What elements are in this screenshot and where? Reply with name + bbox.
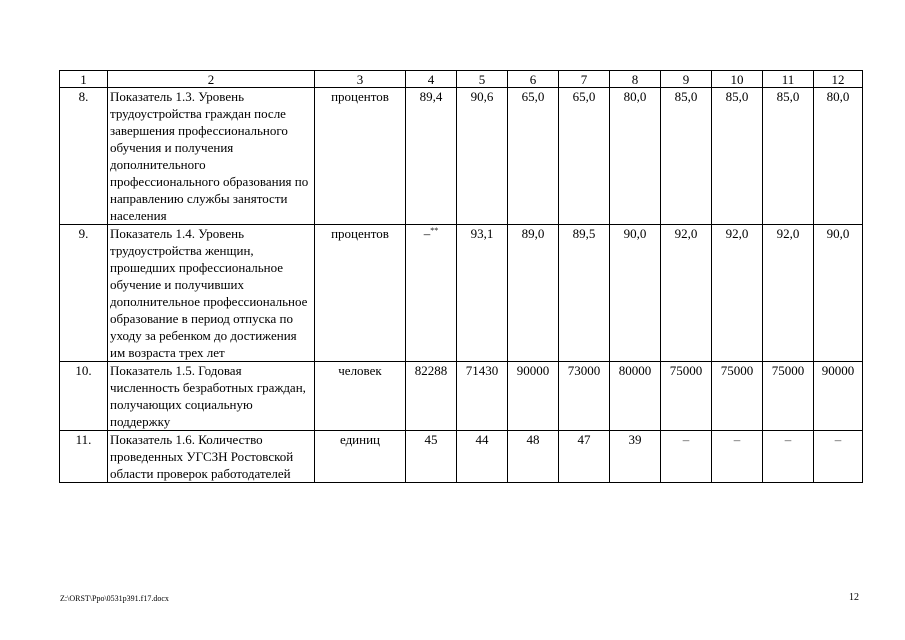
value-cell: 45	[406, 431, 457, 483]
row-number: 8.	[60, 88, 108, 225]
value-cell	[406, 225, 457, 362]
value-cell: 90,0	[814, 225, 863, 362]
indicator-name: Показатель 1.4. Уровень трудоустройства женщин, прошедших профессиональное обучение и получивших дополнительное профессиональное образование в период отпуска по уходу за ребенком до достижения им возраста трех лет	[108, 225, 315, 362]
header-cell: 9	[661, 71, 712, 88]
header-cell: 12	[814, 71, 863, 88]
header-cell: 8	[610, 71, 661, 88]
value-cell: –	[712, 431, 763, 483]
header-cell: 2	[108, 71, 315, 88]
footnote-mark: **	[430, 226, 439, 235]
value-cell: 89,5	[559, 225, 610, 362]
value-cell: 90000	[814, 362, 863, 431]
table-row	[60, 362, 863, 431]
value-cell: 80000	[610, 362, 661, 431]
value-cell: 39	[610, 431, 661, 483]
value-cell: 89,4	[406, 88, 457, 225]
value-cell: 80,0	[610, 88, 661, 225]
value-cell: 44	[457, 431, 508, 483]
value-cell: 90,6	[457, 88, 508, 225]
unit-cell: процентов	[315, 225, 406, 362]
value-cell: 92,0	[661, 225, 712, 362]
header-cell: 11	[763, 71, 814, 88]
value-cell: 75000	[763, 362, 814, 431]
value-text: –	[423, 226, 431, 241]
value-cell: 85,0	[661, 88, 712, 225]
header-cell: 10	[712, 71, 763, 88]
value-cell: 90000	[508, 362, 559, 431]
value-cell: –	[814, 431, 863, 483]
value-cell: 48	[508, 431, 559, 483]
value-cell: 75000	[712, 362, 763, 431]
value-cell: 89,0	[508, 225, 559, 362]
table-row	[60, 225, 863, 362]
indicator-name: Показатель 1.3. Уровень трудоустройства граждан после завершения профессионального обучения и получения дополнительного профессионального образования по направлению службы занятости населения	[108, 88, 315, 225]
value-cell: 65,0	[508, 88, 559, 225]
value-cell: 90,0	[610, 225, 661, 362]
indicators-table	[59, 70, 863, 483]
value-cell: 93,1	[457, 225, 508, 362]
header-cell: 4	[406, 71, 457, 88]
value-cell: 85,0	[712, 88, 763, 225]
value-cell: 75000	[661, 362, 712, 431]
value-cell: 92,0	[712, 225, 763, 362]
value-cell: 80,0	[814, 88, 863, 225]
indicator-name: Показатель 1.6. Количество проведенных УГСЗН Ростовской области проверок работодателей	[108, 431, 315, 483]
table-row	[60, 88, 863, 225]
value-cell: –	[763, 431, 814, 483]
value-cell: –	[661, 431, 712, 483]
unit-cell: человек	[315, 362, 406, 431]
value-cell: 73000	[559, 362, 610, 431]
table-row	[60, 431, 863, 483]
value-cell: 92,0	[763, 225, 814, 362]
header-cell: 5	[457, 71, 508, 88]
header-cell: 6	[508, 71, 559, 88]
value-cell: 47	[559, 431, 610, 483]
header-cell: 7	[559, 71, 610, 88]
indicator-name: Показатель 1.5. Годовая численность безработных граждан, получающих социальную поддержку	[108, 362, 315, 431]
unit-cell: единиц	[315, 431, 406, 483]
row-number: 10.	[60, 362, 108, 431]
value-cell: 71430	[457, 362, 508, 431]
value-cell: 82288	[406, 362, 457, 431]
unit-cell: процентов	[315, 88, 406, 225]
value-cell: 65,0	[559, 88, 610, 225]
page-number: 12	[849, 592, 859, 603]
row-number: 9.	[60, 225, 108, 362]
table-header-row	[60, 71, 863, 88]
footer-file-path: Z:\ORST\Ppo\0531p391.f17.docx	[60, 594, 169, 603]
header-cell: 1	[60, 71, 108, 88]
header-cell: 3	[315, 71, 406, 88]
row-number: 11.	[60, 431, 108, 483]
value-cell: 85,0	[763, 88, 814, 225]
